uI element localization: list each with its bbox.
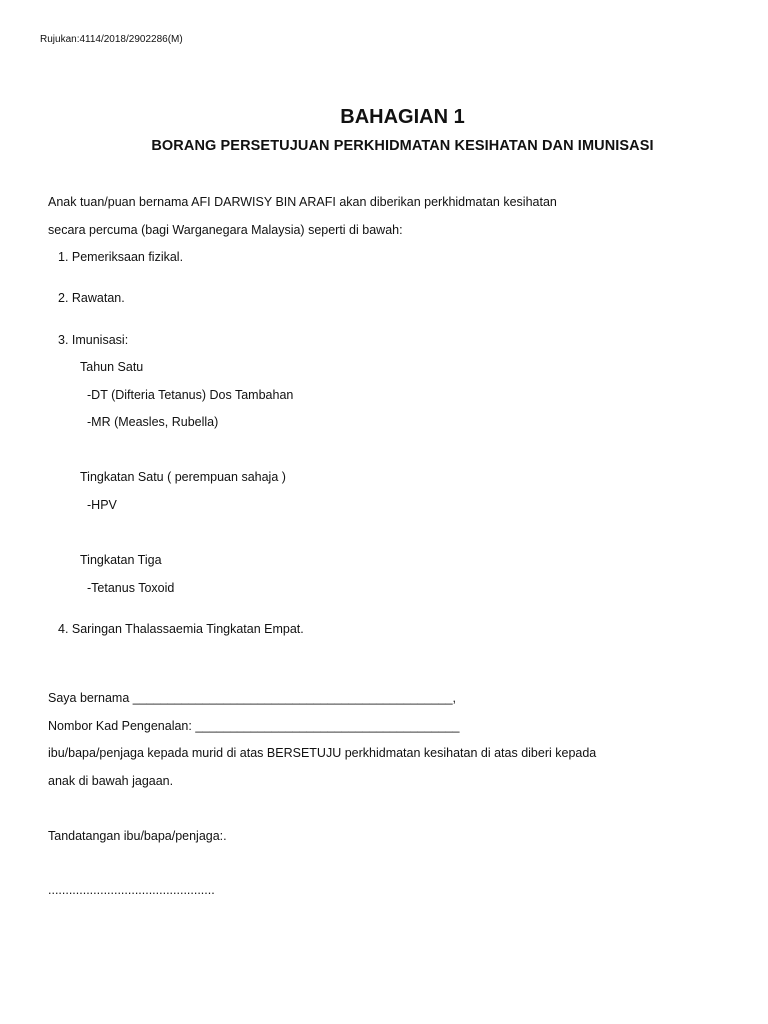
service-item-treatment: 2. Rawatan. bbox=[58, 291, 125, 305]
form-one-heading: Tingkatan Satu ( perempuan sahaja ) bbox=[80, 470, 286, 484]
intro-line-1: Anak tuan/puan bernama AFI DARWISY BIN ARAFI akan diberikan perkhidmatan kesihatan bbox=[48, 195, 557, 209]
vaccine-hpv: -HPV bbox=[87, 498, 117, 512]
parent-name-field[interactable]: Saya bernama ______________________________________________, bbox=[48, 691, 457, 705]
service-item-immunisation: 3. Imunisasi: bbox=[58, 333, 129, 347]
intro-line-2: secara percuma (bagi Warganegara Malaysia) seperti di bawah: bbox=[48, 223, 403, 237]
form-subtitle: BORANG PERSETUJUAN PERKHIDMATAN KESIHATAN DAN IMUNISASI bbox=[151, 138, 654, 154]
consent-statement-2: anak di bawah jagaan. bbox=[48, 774, 174, 788]
signature-label: Tandatangan ibu/bapa/penjaga:. bbox=[48, 829, 227, 843]
signature-line[interactable]: ................................................ bbox=[48, 883, 215, 897]
consent-statement-1: ibu/bapa/penjaga kepada murid di atas BERSETUJU perkhidmatan kesihatan di atas diberi kepada bbox=[48, 746, 597, 760]
service-item-thalassaemia: 4. Saringan Thalassaemia Tingkatan Empat. bbox=[58, 622, 304, 636]
vaccine-mr: -MR (Measles, Rubella) bbox=[87, 415, 219, 429]
service-item-physical-exam: 1. Pemeriksaan fizikal. bbox=[58, 250, 184, 264]
vaccine-tetanus-toxoid: -Tetanus Toxoid bbox=[87, 581, 175, 595]
form-three-heading: Tingkatan Tiga bbox=[80, 553, 162, 567]
year-one-heading: Tahun Satu bbox=[80, 360, 144, 374]
page-title: BAHAGIAN 1 bbox=[340, 106, 465, 128]
ic-number-field[interactable]: Nombor Kad Pengenalan: ______________________________________ bbox=[48, 719, 460, 733]
reference-number: Rujukan:4114/2018/2902286(M) bbox=[40, 34, 183, 45]
vaccine-dt: -DT (Difteria Tetanus) Dos Tambahan bbox=[87, 388, 294, 402]
